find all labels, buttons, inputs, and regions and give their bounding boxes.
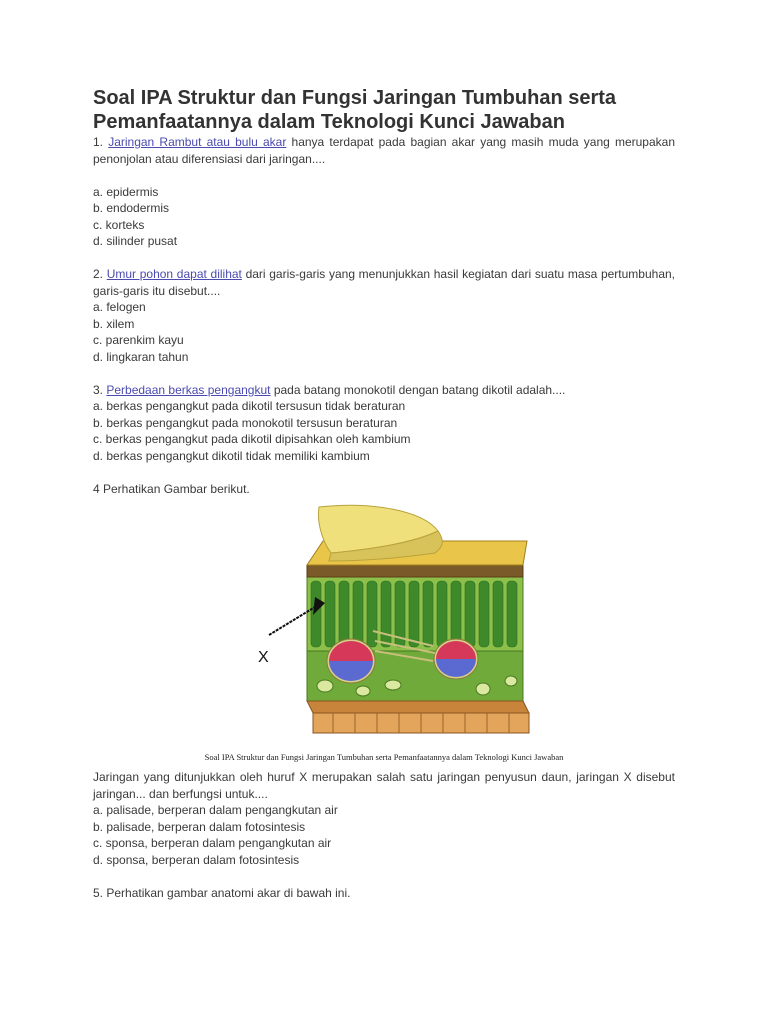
question-1-text: hanya terdapat pada bagian akar yang masih muda yang merupakan penonjolan atau diferensiasi dari jaringan....	[93, 135, 675, 166]
question-2-number: 2.	[93, 267, 104, 281]
q3-option-a: a. berkas pengangkut pada dikotil tersusun tidak beraturan	[93, 399, 406, 413]
q2-option-c: c. parenkim kayu	[93, 333, 184, 347]
question-3	[93, 382, 675, 399]
q1-option-b: b. endodermis	[93, 201, 170, 215]
question-2-text: dari garis-garis yang menunjukkan hasil kegiatan dari suatu masa pertumbuhan, garis-garis itu disebut....	[93, 267, 675, 298]
q2-option-a: a. felogen	[93, 300, 146, 314]
q2-option-b: b. xilem	[93, 316, 135, 331]
q4-option-b: b. palisade, berperan dalam fotosintesis	[93, 819, 306, 834]
q1-option-d: d. silinder pusat	[93, 234, 178, 248]
q4-option-d: d. sponsa, berperan dalam fotosintesis	[93, 852, 300, 867]
question-4-intro: 4 Perhatikan Gambar berikut.	[93, 481, 250, 496]
question-1-link[interactable]: Jaringan Rambut atau bulu akar	[108, 135, 287, 149]
question-2-link[interactable]: Umur pohon dapat dilihat	[106, 267, 242, 281]
q4-option-c: c. sponsa, berperan dalam pengangkutan air	[93, 836, 332, 850]
page-title: Soal IPA Struktur dan Fungsi Jaringan Tumbuhan serta Pemanfaatannya dalam Teknologi Kunci Jawaban	[93, 87, 617, 133]
q3-option-c: c. berkas pengangkut pada dikotil dipisahkan oleh kambium	[93, 432, 411, 446]
leaf-anatomy-figure	[93, 501, 675, 749]
question-2	[93, 266, 675, 299]
question-1-number: 1.	[93, 135, 104, 149]
question-4-text: Jaringan yang ditunjukkan oleh huruf X merupakan salah satu jaringan penyusun daun, jaringan X disebut jaringan... dan berfungsi untuk....	[93, 770, 675, 801]
document-content	[93, 86, 675, 901]
question-5: 5. Perhatikan gambar anatomi akar di bawah ini.	[93, 885, 351, 900]
figure-label-x: X	[258, 649, 269, 666]
q2-option-d: d. lingkaran tahun	[93, 349, 189, 364]
question-3-link[interactable]: Perbedaan berkas pengangkut	[106, 382, 271, 397]
question-3-number: 3.	[93, 382, 104, 397]
question-1	[93, 134, 675, 167]
question-3-text: pada batang monokotil dengan batang dikotil adalah....	[270, 382, 566, 397]
q3-option-d: d. berkas pengangkut dikotil tidak memiliki kambium	[93, 448, 370, 463]
figure-caption: Soal IPA Struktur dan Fungsi Jaringan Tumbuhan serta Pemanfaatannya dalam Teknologi Kunci Jawaban	[204, 752, 564, 762]
q4-option-a: a. palisade, berperan dalam pengangkutan air	[93, 803, 338, 817]
leaf-cross-section-illustration	[93, 501, 675, 749]
q3-option-b: b. berkas pengangkut pada monokotil tersusun beraturan	[93, 415, 398, 430]
q1-option-c: c. korteks	[93, 217, 145, 232]
q1-option-a: a. epidermis	[93, 184, 159, 199]
